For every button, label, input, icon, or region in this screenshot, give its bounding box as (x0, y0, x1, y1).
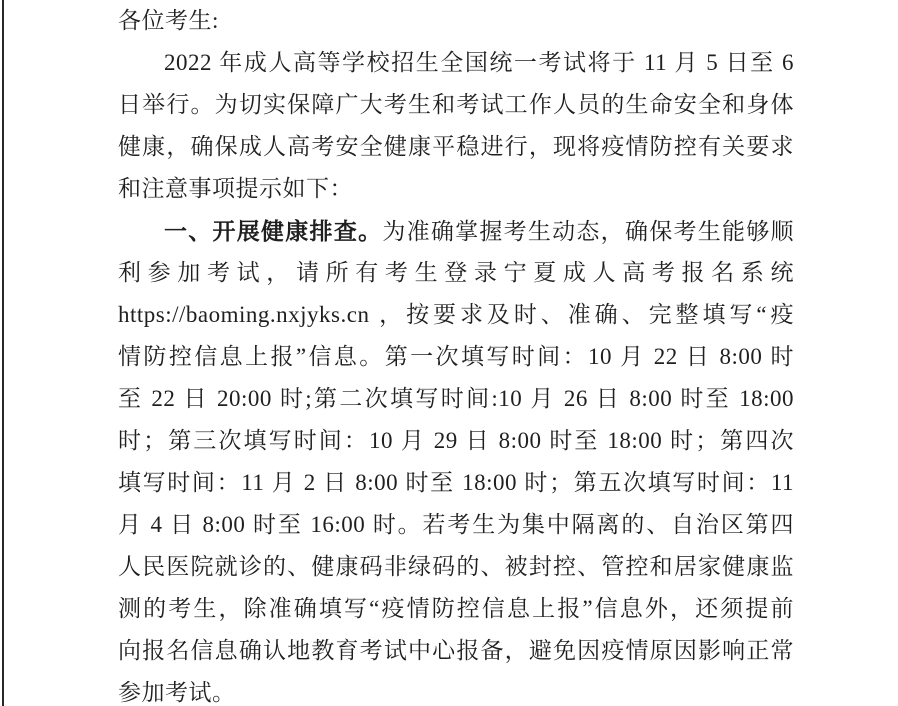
doc-line-10: 至 22 日 20:00 时;第二次填写时间:10 月 26 日 8:00 时至 18:00 (118, 386, 794, 411)
doc-line-5: 和注意事项提示如下： (118, 176, 353, 201)
section-1-heading: 一、开展健康排查。 (164, 218, 383, 244)
document-body (118, 0, 794, 706)
doc-line-11: 时；第三次填写时间：10 月 29 日 8:00 时至 18:00 时；第四次 (118, 428, 794, 453)
doc-line-8 (118, 294, 794, 336)
doc-line-8-text: ，按要求及时、准确、完整填写“疫 (369, 302, 794, 327)
doc-line-4: 健康，确保成人高考安全健康平稳进行，现将疫情防控有关要求 (118, 134, 794, 159)
doc-line-6-text: 为准确掌握考生动态，确保考生能够顺 (382, 219, 794, 244)
doc-line-6 (118, 210, 794, 252)
doc-line-3: 日举行。为切实保障广大考生和考试工作人员的生命安全和身体 (118, 92, 794, 117)
doc-line-12: 填写时间：11 月 2 日 8:00 时至 18:00 时；第五次填写时间：11 (118, 470, 794, 495)
doc-line-13: 月 4 日 8:00 时至 16:00 时。若考生为集中隔离的、自治区第四 (118, 512, 794, 537)
doc-line-salutation: 各位考生: (118, 8, 219, 33)
doc-line-17: 参加考试。 (118, 680, 236, 705)
doc-line-14: 人民医院就诊的、健康码非绿码的、被封控、管控和居家健康监 (118, 554, 794, 579)
page-edge-line (2, 0, 4, 706)
doc-line-15: 测的考生，除准确填写“疫情防控信息上报”信息外，还须提前 (118, 596, 794, 621)
doc-line-2: 2022 年成人高等学校招生全国统一考试将于 11 月 5 日至 6 (164, 50, 794, 75)
doc-line-9: 情防控信息上报”信息。第一次填写时间：10 月 22 日 8:00 时 (118, 344, 794, 369)
registration-url: https://baoming.nxjyks.cn (118, 302, 370, 327)
doc-line-16: 向报名信息确认地教育考试中心报备，避免因疫情原因影响正常 (118, 638, 794, 663)
doc-line-7: 利参加考试，请所有考生登录宁夏成人高考报名系统 (118, 260, 794, 285)
